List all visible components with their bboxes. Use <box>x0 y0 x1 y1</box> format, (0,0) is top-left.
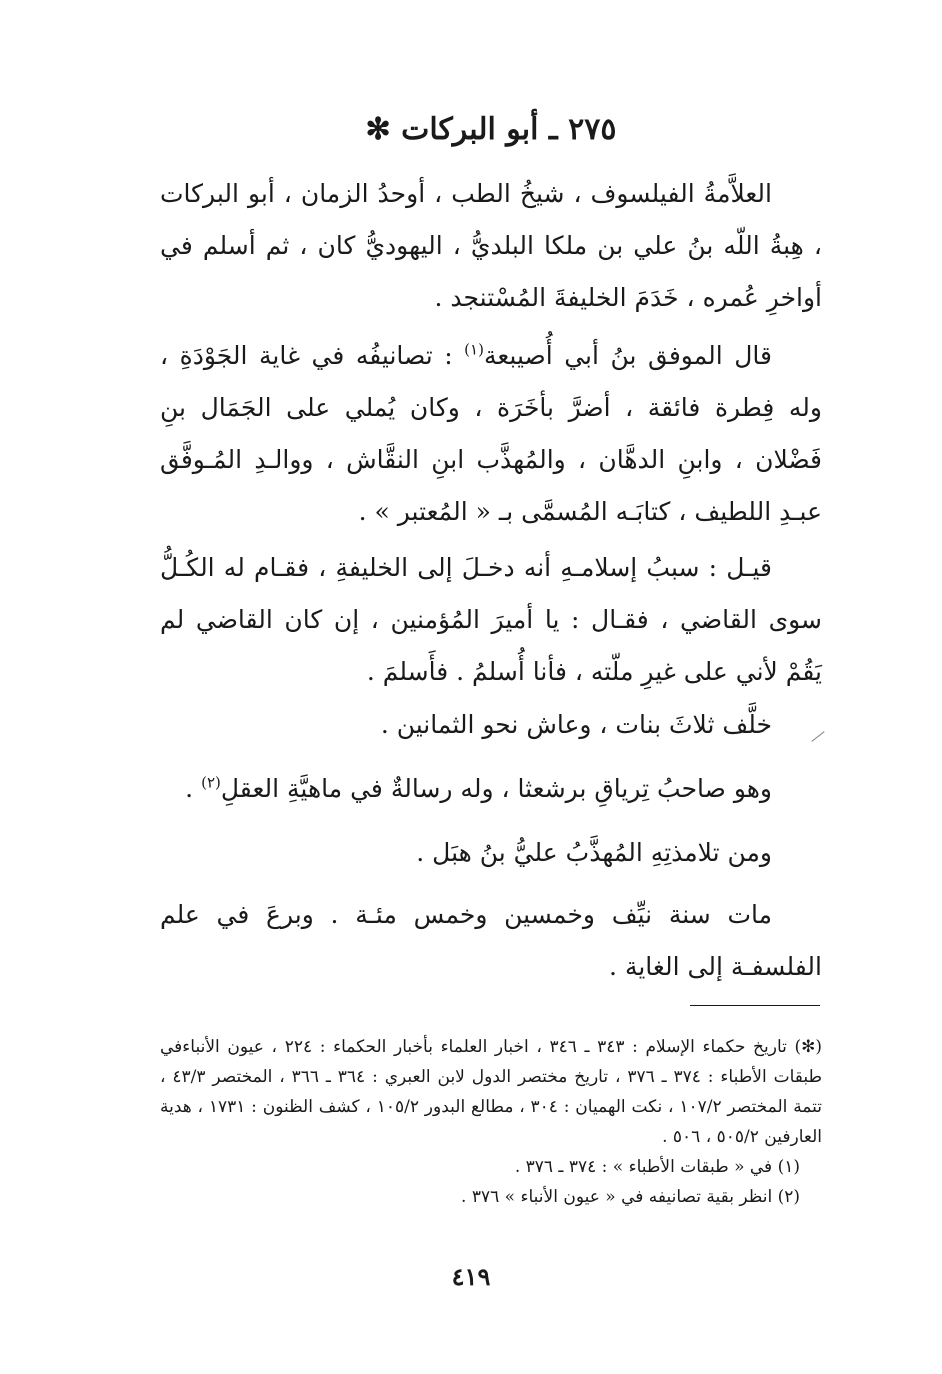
paragraph-death <box>160 889 822 993</box>
footnote-ref-1: (١) <box>464 340 484 359</box>
paragraph-biography-intro <box>160 168 822 324</box>
paragraph-text-end: . <box>185 774 202 803</box>
paragraph-text-start: قال الموفق بنُ أبي أُصيبعة <box>483 341 772 370</box>
entry-title: ٢٧٥ ـ أبو البركات ✻ <box>365 112 617 147</box>
paragraph-text-start: وهو صاحبُ تِرياقِ برشعثا ، وله رسالةٌ في ماهيَّةِ العقلِ <box>220 774 772 803</box>
paragraph-text: مات سنة نيِّف وخمسين وخمس مئـة . وبرعَ في علم الفلسفـة إلى الغاية . <box>160 900 822 981</box>
footnote-sources: (✻) تاريخ حكماء الإسلام : ٣٤٣ ـ ٣٤٦ ، اخبار العلماء بأخبار الحكماء : ٢٢٤ ، عيون الأنباءفي طبقات الأطباء : ٣٧٤ ـ ٣٧٦ ، تاريخ مختصر الدول لابن العبري : ٣٦٤ ـ ٣٦٦ ، المختصر ٤٣/٣ ، تتمة المختصر ١٠٧/٢ ، نكت الهميان : ٣٠٤ ، مطالع البدور ١٠٥/٢ ، كشف الظنون : ١٧٣١ ، هدية العارفين ٥٠٥/٢ ، ٥٠٦ . <box>160 1037 823 1147</box>
paragraph-ibn-abi-usaybia-quote <box>160 330 822 538</box>
paragraph-works <box>160 763 822 815</box>
paragraph-text: خلَّف ثلاثَ بنات ، وعاش نحو الثمانين . <box>380 710 772 739</box>
paragraph-text-end: : تصانيفُه في غاية الجَوْدَةِ ، وله فِطرة فائقة ، أضرَّ بأخَرَة ، وكان يُملي على الجَمَال بنِ فَضْلان ، وابنِ الدهَّان ، والمُهذَّب ابنِ النقَّاش ، ووالـدِ المُـوفَّق عبـدِ اللطيف ، كتابَـه المُسمَّى بـ « المُعتبر » . <box>160 341 822 526</box>
footnotes-section <box>160 1032 822 1212</box>
paragraph-students <box>160 827 822 879</box>
page-number: ٤١٩ <box>451 1262 491 1291</box>
paragraph-text: العلاَّمةُ الفيلسوف ، شيخُ الطب ، أوحدُ الزمان ، أبو البركات ، هِبةُ اللّه بنُ علي بن ملكا البلديُّ ، اليهوديُّ كان ، ثم أسلم في أواخرِ عُمره ، خَدَمَ الخليفةَ المُسْتنجد . <box>160 179 822 312</box>
footnote-1: (١) في « طبقات الأطباء » : ٣٧٤ ـ ٣٧٦ . <box>514 1157 800 1177</box>
paragraph-conversion-story <box>160 542 822 698</box>
paragraph-family <box>160 699 822 751</box>
footnote-ref-2: (٢) <box>201 773 221 792</box>
paragraph-text <box>160 330 822 538</box>
paragraph-text <box>160 763 822 815</box>
paragraph-text: ومن تلامذتِهِ المُهذَّبُ عليُّ بنُ هبَل . <box>416 838 772 867</box>
footnote-2: (٢) انظر بقية تصانيفه في « عيون الأنباء » ٣٧٦ . <box>461 1187 800 1207</box>
paragraph-text: قيـل : سببُ إسلامـهِ أنه دخـلَ إلى الخليفةِ ، فقـام له الكُـلُّ سوى القاضي ، فقـال : يا أميرَ المُؤمنين ، إن كان القاضي لم يَقُمْ لأني على غيرِ ملّته ، فأنا أُسلمُ . فأَسلمَ . <box>160 553 822 686</box>
footnote-divider <box>690 1005 820 1006</box>
